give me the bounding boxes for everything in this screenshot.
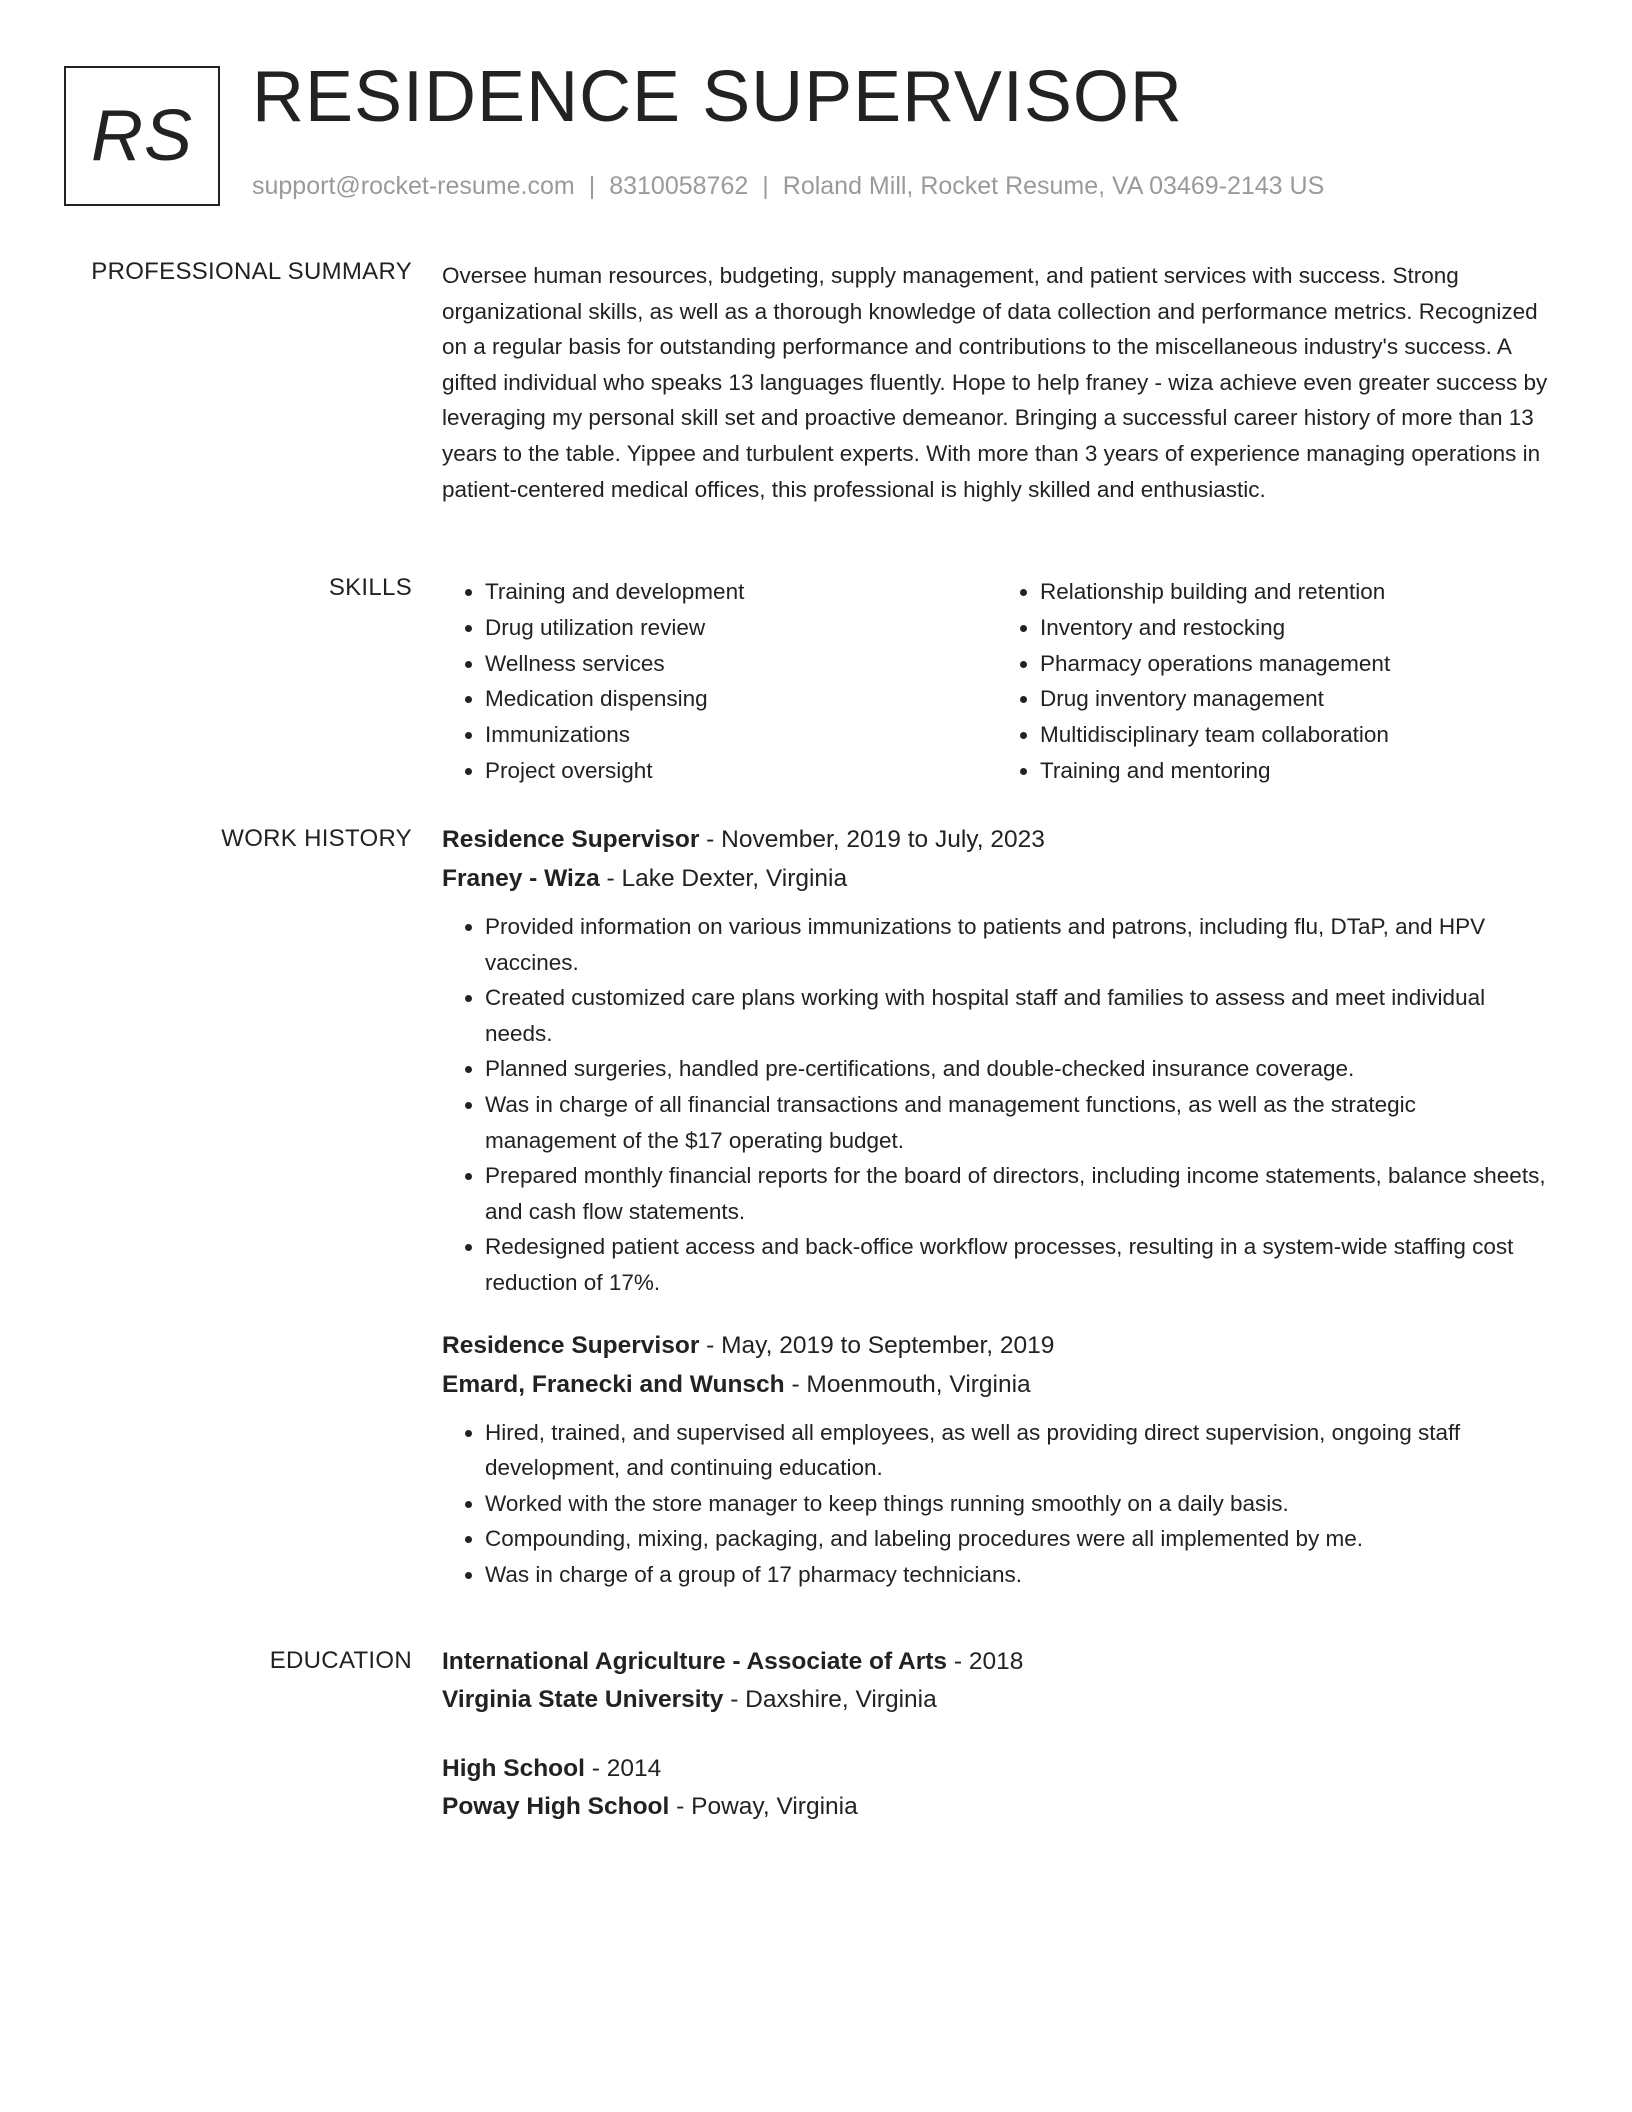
skill-item: • Multidisciplinary team collaboration [1040,717,1552,753]
contact-email: support@rocket-resume.com [252,172,575,200]
skill-item: • Drug inventory management [1040,681,1552,717]
monogram-badge [64,66,220,206]
education-location: - Poway, Virginia [669,1792,858,1820]
education-entry [442,1750,1552,1825]
education-degree-line [442,1643,1552,1681]
job-location: - Moenmouth, Virginia [784,1370,1031,1398]
education-year: - 2014 [584,1755,662,1782]
job-company: Emard, Franecki and Wunsch [442,1370,785,1398]
education-degree-line [442,1750,1552,1788]
job-title-line [442,1327,1552,1365]
job-dates: - May, 2019 to September, 2019 [699,1331,1055,1359]
skill-item: • Inventory and restocking [1040,610,1552,646]
job-dates: - November, 2019 to July, 2023 [699,826,1045,853]
contact-separator: | [762,172,769,200]
job-bullet: • Redesigned patient access and back-office workflow processes, resulting in a system-wide staffing cost reduction of 17%. [485,1229,1552,1300]
job-title: Residence Supervisor [442,826,700,853]
skill-item: • Drug utilization review [485,610,997,646]
job-bullet: • Was in charge of a group of 17 pharmacy technicians. [485,1557,1552,1593]
summary-body [442,258,1552,507]
job-company: Franey - Wiza [442,865,600,892]
job-bullet: • Worked with the store manager to keep things running smoothly on a daily basis. [485,1486,1552,1522]
job-company-line [442,859,1552,899]
summary-text: Oversee human resources, budgeting, supply management, and patient services with success. Strong organizational skills, as well as a thorough knowledge of data collection and performance metrics. Recognized on a regular basis for outstanding performance and contributions to the miscellaneous industry's success. A gifted individual who speaks 13 languages fluently. Hope to help franey - wiza achieve even greater success by leveraging my personal skill set and proactive demeanor. Bringing a successful career history of more than 13 years to the table. Yippee and turbulent experts. With more than 3 years of experience managing operations in patient-centered medical offices, this professional is highly skilled and enthusiastic. [442,263,1548,502]
skills-columns [442,574,1552,789]
job-entry [442,1327,1552,1593]
education-school: Poway High School [442,1792,670,1820]
education-school-line [442,1681,1552,1719]
job-bullet: • Hired, trained, and supervised all employees, as well as providing direct supervision, ongoing staff development, and continuing education. [485,1415,1552,1486]
job-entry [442,821,1552,1301]
job-bullet: • Provided information on various immunizations to patients and patrons, including flu, DTaP, and HPV vaccines. [485,909,1552,980]
work-history-heading: WORK HISTORY [221,825,412,852]
skill-item: • Training and development [485,574,997,610]
skills-list-right [997,574,1552,789]
contact-separator: | [588,172,596,200]
skill-item: • Wellness services [485,646,997,682]
education-degree: International Agriculture - Associate of Arts [442,1648,948,1675]
job-bullet: • Planned surgeries, handled pre-certifications, and double-checked insurance coverage. [485,1051,1552,1087]
work-history-body [442,821,1552,1593]
summary-heading: PROFESSIONAL SUMMARY [91,258,412,285]
skill-item: • Pharmacy operations management [1040,646,1552,682]
job-bullet: • Prepared monthly financial reports for the board of directors, including income statements, balance sheets, and cash flow statements. [485,1158,1552,1229]
skills-body [442,574,1552,789]
education-school-line [442,1788,1552,1826]
job-title: Residence Supervisor [442,1331,700,1359]
skill-item: • Relationship building and retention [1040,574,1552,610]
contact-address: Roland Mill, Rocket Resume, VA 03469-2143 US [782,172,1325,200]
education-degree: High School [442,1755,585,1782]
education-school: Virginia State University [442,1685,724,1713]
education-year: - 2018 [947,1648,1024,1675]
job-bullets [442,909,1552,1301]
skills-list-left [442,574,997,789]
contact-line [252,172,1324,201]
education-location: - Daxshire, Virginia [723,1685,937,1713]
education-entry [442,1643,1552,1718]
job-bullet: • Compounding, mixing, packaging, and labeling procedures were all implemented by me. [485,1521,1552,1557]
page-title: RESIDENCE SUPERVISOR [252,57,1183,137]
skill-item: • Immunizations [485,717,997,753]
job-bullets [442,1415,1552,1593]
skill-item: • Training and mentoring [1040,753,1552,789]
job-title-line [442,821,1552,859]
skills-heading: SKILLS [328,574,412,601]
job-location: - Lake Dexter, Virginia [599,865,848,892]
job-bullet: • Created customized care plans working with hospital staff and families to assess and meet individual needs. [485,980,1552,1051]
job-bullet: • Was in charge of all financial transactions and management functions, as well as the strategic management of the $17 operating budget. [485,1087,1552,1158]
skill-item: • Project oversight [485,753,997,789]
job-company-line [442,1365,1552,1405]
contact-phone: 8310058762 [609,172,749,200]
education-body [442,1643,1552,1825]
skill-item: • Medication dispensing [485,681,997,717]
monogram-initials: RS [90,96,194,176]
education-heading: EDUCATION [269,1647,412,1674]
